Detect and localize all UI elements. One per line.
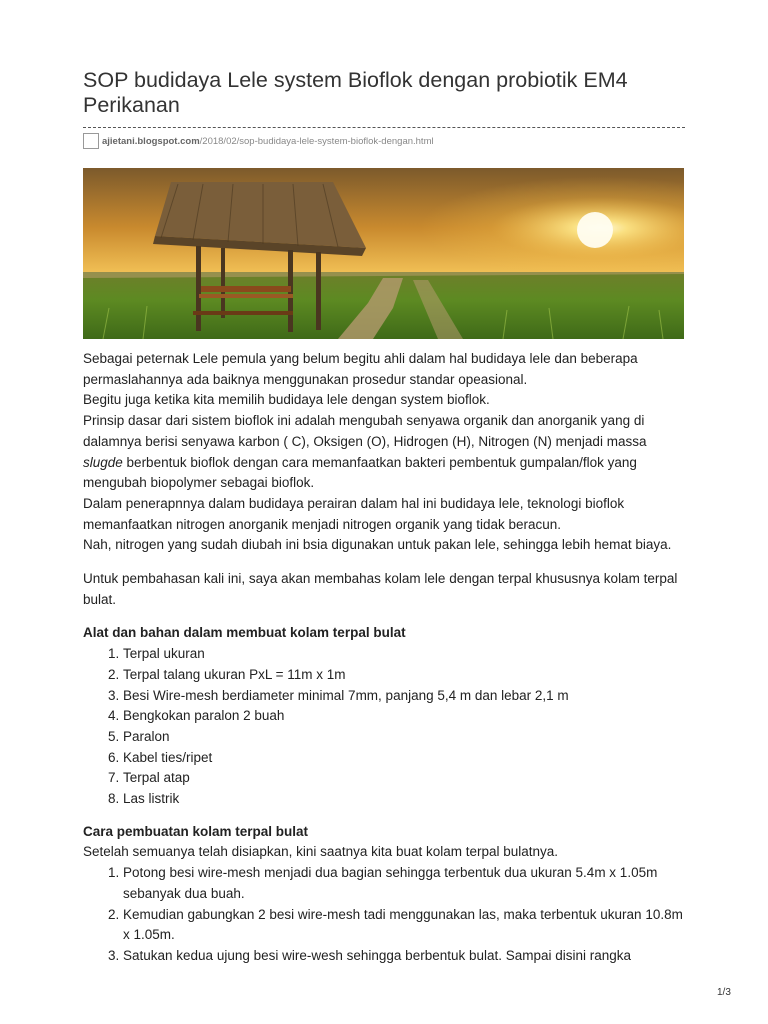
- list-item: 5. Paralon: [123, 727, 689, 748]
- list-item: 7. Terpal atap: [123, 768, 689, 789]
- page-title: SOP budidaya Lele system Bioflok dengan probiotik EM4 Perikanan: [83, 68, 628, 117]
- hut-in-field-image: [83, 168, 684, 339]
- list-item: 6. Kabel ties/ripet: [123, 748, 689, 769]
- source-path: /2018/02/sop-budidaya-lele-system-bioflok-dengan.html: [199, 135, 434, 147]
- intro-paragraph-5: Nah, nitrogen yang sudah diubah ini bsia digunakan untuk pakan lele, sehingga lebih hemat biaya.: [83, 537, 672, 553]
- list-item: 3. Satukan kedua ujung besi wire-wesh sehingga berbentuk bulat. Sampai disini rangka: [123, 946, 689, 967]
- alat-list: [83, 644, 689, 810]
- list-item: 8. Las listrik: [123, 789, 689, 810]
- article-body: [83, 349, 689, 967]
- intro-paragraph-3-text-b: berbentuk bioflok dengan cara memanfaatkan bakteri pembentuk gumpalan/flok yang mengubah biopolymer sebagai bioflok.: [83, 454, 637, 491]
- intro-paragraph-3-text-a: Prinsip dasar dari sistem bioflok ini adalah mengubah senyawa organik dan anorganik yang di dalamnya berisi senyawa karbon ( C), Oksigen (O), Hidrogen (H), Nitrogen (N) menjadi massa: [83, 413, 647, 449]
- favicon-placeholder-icon: [83, 133, 99, 149]
- intro-paragraph-4: Dalam penerapnnya dalam budidaya perairan dalam hal ini budidaya lele, teknologi bioflok memanfaatkan nitrogen anorganik menjadi nitrogen organik yang tidak beracun.: [83, 495, 625, 532]
- list-item: 3. Besi Wire-mesh berdiameter minimal 7mm, panjang 5,4 m dan lebar 2,1 m: [123, 686, 689, 707]
- cara-list: [83, 863, 689, 967]
- title-divider: [83, 127, 685, 128]
- list-item: 1. Terpal ukuran: [123, 644, 689, 665]
- intro-paragraph-1: Sebagai peternak Lele pemula yang belum begitu ahli dalam hal budidaya lele dan beberapa permaslahannya ada baiknya menggunakan prosedur standar opeasional.: [83, 351, 638, 387]
- cara-intro: Setelah semuanya telah disiapkan, kini saatnya kita buat kolam terpal bulatnya.: [83, 844, 559, 860]
- list-item: 2. Terpal talang ukuran PxL = 11m x 1m: [123, 665, 689, 686]
- intro-paragraph-2: Begitu juga ketika kita memilih budidaya lele dengan system bioflok.: [83, 392, 490, 408]
- alat-heading: Alat dan bahan dalam membuat kolam terpal bulat: [83, 625, 406, 641]
- page-number: 1/3: [717, 987, 731, 998]
- intro-paragraph-3: [83, 411, 689, 494]
- pembahasan-paragraph: Untuk pembahasan kali ini, saya akan membahas kolam lele dengan terpal khususnya kolam terpal bulat.: [83, 571, 678, 607]
- source-line: [83, 133, 434, 149]
- list-item: 4. Bengkokan paralon 2 buah: [123, 706, 689, 727]
- intro-paragraph-3-emphasis: slugde: [83, 454, 123, 470]
- source-url[interactable]: [102, 136, 434, 147]
- list-item: 2. Kemudian gabungkan 2 besi wire-mesh tadi menggunakan las, maka terbentuk ukuran 10.8m x 1.05m.: [123, 905, 689, 946]
- cara-heading: Cara pembuatan kolam terpal bulat: [83, 823, 309, 839]
- list-item: 1. Potong besi wire-mesh menjadi dua bagian sehingga terbentuk dua ukuran 5.4m x 1.05m sebanyak dua buah.: [123, 863, 689, 904]
- source-domain: ajietani.blogspot.com: [102, 135, 200, 147]
